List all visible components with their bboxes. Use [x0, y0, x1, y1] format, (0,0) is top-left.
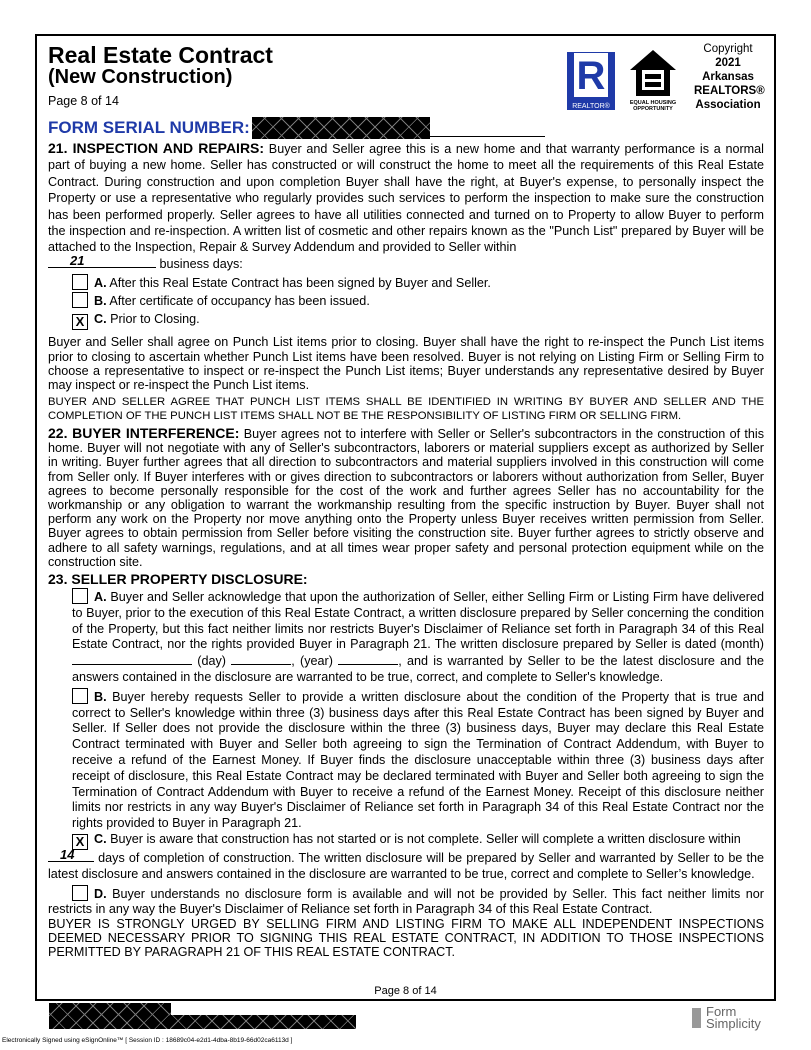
- section-23-a: A. Buyer and Seller acknowledge that upon the authorization of Seller, either Selling Firm or Listing Firm have delivered to Buyer, prior to the execution of this Real Estate Contract, a written disclosure prepared by Seller concerning the condition of the Property, but this fact neither limits nor restricts Buyer's Disclaimer of Reliance set forth in Paragraph 34 of this Real Estate Contract, nor the rights provided Buyer in Paragraph 21. The written disclosure prepared by Seller is dated (month) (day) , (year) , and is warranted by Seller to be the latest disclosure and the answers contained in the disclosure are warranted to be true, correct, and complete to Seller's knowledge.: [72, 590, 764, 685]
- checkbox-b[interactable]: [72, 292, 88, 308]
- section-21: 21. INSPECTION AND REPAIRS: Buyer and Seller agree this is a new home and that warranty performance is a normal part of buying a new home. Seller has constructed or will construct the home to meet all the requirements of this Real Estate Contract. During construction and upon completion Buyer shall have the right, at Buyer's expense, to personally inspect the Property or use a representative who regularly provides such services to perform the inspection to make sure the construction has been performed properly. Seller agrees to have all utilities connected and turned on to Property to allow Buyer to perform the inspection and re-inspection. A written list of cosmetic and other repairs known as the "Punch List" prepared by Buyer will be attached to the Inspection, Repair & Survey Addendum and provided to Seller within 21 business days:: [48, 140, 764, 271]
- realtor-logo: R REALTOR®: [567, 52, 615, 110]
- day-field[interactable]: [231, 653, 291, 665]
- section-23-c: X C. Buyer is aware that construction has not started or is not complete. Seller will complete a written disclosure within 14 days of completion of construction. The written disclosure will be prepared by Seller and warranted by Seller to be the latest disclosure and answers contained in the disclosure are warranted to be true, correct and complete to Seller’s knowledge.: [48, 832, 764, 881]
- section-23-b: B. Buyer hereby requests Seller to provide a written disclosure about the condition of the Property that is true and correct to Seller's knowledge within three (3) business days after this Real Estate Contract has been signed by Buyer and Seller. If Seller does not provide the disclosure within the three (3) business days, Buyer may declare this Real Estate Contract terminated with Buyer and Seller both agreeing to sign the Termination of Contract Addendum, with Buyer to receive a refund of the Earnest Money. If Buyer finds the disclosure unacceptable within three (3) business days after receipt of disclosure, this Real Estate Contract may be declared terminated with Buyer and Seller both agreeing to sign the Termination of Contract Addendum with Buyer to receive a refund of the Earnest Money. Receipt of this disclosure neither limits nor restricts in any way Buyer's Disclaimer of Reliance set forth in Paragraph 34 of this Real Estate Contract nor the rights provided to Buyer in Paragraph 21.: [72, 689, 764, 831]
- form-subtitle: (New Construction): [48, 66, 233, 88]
- option-b: B. After certificate of occupancy has been issued.: [72, 292, 764, 310]
- punch-list-text: Buyer and Seller shall agree on Punch List items prior to closing. Buyer shall have the right to re-inspect the Punch List items prior to closing to ascertain whether Punch List items have been resolved. Buyer is not relying on Listing Firm or Selling Firm to choose a representative to inspect or re-inspect the Punch List items; Buyer understands any representative desired by Buyer may inspect or re-inspect the Punch List items.: [48, 335, 764, 393]
- section-23-d: D. Buyer understands no disclosure form is available and will not be provided by Seller. This fact neither limits nor restricts in any way the Buyer's Disclaimer of Reliance set forth in Paragraph 34 of this Real Estate Contract.: [48, 886, 764, 917]
- option-a: A. After this Real Estate Contract has been signed by Buyer and Seller.: [72, 274, 764, 292]
- redacted-serial: [252, 117, 430, 139]
- redacted-signature: [49, 1003, 171, 1029]
- form-title: Real Estate Contract: [48, 42, 273, 68]
- punch-list-caps: BUYER AND SELLER AGREE THAT PUNCH LIST ITEMS SHALL BE IDENTIFIED IN WRITING BY BUYER AND SELLER AND THE COMPLETION OF THE PUNCH LIST ITEMS SHALL NOT BE THE RESPONSIBILITY OF LISTING FIRM OR SELLING FIRM.: [48, 395, 764, 423]
- month-field[interactable]: [72, 653, 192, 665]
- checkbox-23c[interactable]: X: [72, 834, 88, 850]
- option-c: X C. Prior to Closing.: [72, 310, 764, 330]
- checkbox-c[interactable]: X: [72, 314, 88, 330]
- checkbox-a[interactable]: [72, 274, 88, 290]
- checkbox-23a[interactable]: [72, 588, 88, 604]
- section-23-caps: BUYER IS STRONGLY URGED BY SELLING FIRM AND LISTING FIRM TO MAKE ALL INDEPENDENT INSPECTIONS DEEMED NECESSARY PRIOR TO SIGNING THIS REAL ESTATE CONTRACT, IN ADDITION TO THOSE INSPECTIONS PERMITTED BY PARAGRAPH 21 OF THIS REAL ESTATE CONTRACT.: [48, 917, 764, 959]
- form-serial-label: FORM SERIAL NUMBER:: [48, 118, 250, 137]
- checkbox-23d[interactable]: [72, 885, 88, 901]
- section-23-heading: 23. SELLER PROPERTY DISCLOSURE:: [48, 571, 308, 588]
- esign-notice: Electronically Signed using eSignOnline™ [ Session ID : 18689c04-e2d1-4dba-8b19-66d02ca6113d ]: [2, 1037, 293, 1044]
- section-21-options: [72, 274, 764, 330]
- section-22: 22. BUYER INTERFERENCE: Buyer agrees not to interfere with Seller or Seller's subcontractors in the construction of this home. Buyer will not negotiate with any of Seller's subcontractors, laborers or material suppliers except as authorized by Seller in writing. Buyer further agrees that all direction to subcontractors and material suppliers involved in this construction will come from Seller only. If Buyer interferes with or gives direction to subcontractors or laborers without authorization from Seller, Buyer agrees to become personally responsible for the cost of the work and further agrees Seller has no accountability for the workmanship or any obligation to warrant the workmanship resulting from the specific instruction by Buyer. Buyer shall not perform any work on the Property nor move anything onto the Property unless Buyer receives written permission from Seller. Buyer agrees to obtain permission from Seller before visiting the construction site. Buyer further agrees to strictly observe and adhere to all safety warnings, regulations, and at all times wear proper safety and personal protection equipment while on the construction site.: [48, 425, 765, 569]
- document-body: [48, 140, 764, 960]
- year-field[interactable]: [338, 653, 398, 665]
- footer-page-number: Page 8 of 14: [374, 985, 437, 997]
- form-simplicity-logo: Form Simplicity: [692, 1006, 761, 1030]
- header-page-number: Page 8 of 14: [48, 94, 119, 108]
- serial-line: [430, 136, 545, 137]
- days-field[interactable]: 21: [48, 256, 156, 268]
- copyright-block: Copyright 2021 Arkansas REALTORS® Association: [694, 43, 765, 111]
- checkbox-23b[interactable]: [72, 688, 88, 704]
- serial-row: [48, 117, 545, 139]
- equal-housing-logo: EQUAL HOUSING OPPORTUNITY: [622, 48, 684, 112]
- disclosure-days-field[interactable]: 14: [48, 850, 94, 862]
- redacted-signature-2: [170, 1015, 356, 1029]
